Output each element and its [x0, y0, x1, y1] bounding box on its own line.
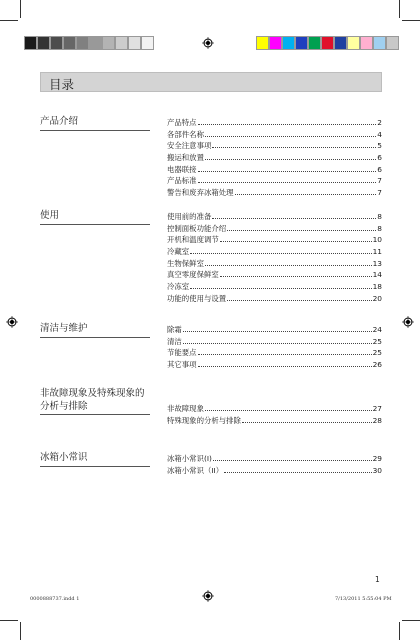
toc-entry[interactable]: [167, 163, 382, 175]
dot-leader: [190, 245, 371, 254]
process-color-swatch: [321, 36, 334, 50]
toc-entry-page: 28: [372, 415, 382, 425]
toc-entry[interactable]: [167, 414, 382, 426]
toc-entry[interactable]: [167, 174, 382, 186]
process-color-swatch: [360, 36, 373, 50]
dot-leader: [190, 280, 371, 289]
section-heading-line: 清洁与维护: [40, 323, 88, 334]
section-heading-line: 使用: [40, 210, 60, 221]
process-color-swatch: [386, 36, 399, 50]
toc-entry-label: 冰箱小常识(I): [167, 454, 212, 463]
section-entries: [167, 402, 382, 425]
dot-leader: [212, 210, 376, 219]
toc-entry[interactable]: [167, 402, 382, 414]
toc-entry[interactable]: [167, 323, 382, 335]
crop-mark: [399, 622, 400, 640]
toc-entry-page: 14: [372, 270, 382, 280]
toc-entry-page: 25: [372, 348, 382, 358]
toc-entry[interactable]: [167, 452, 382, 464]
toc-entry-label: 警告和废弃冰箱处理: [167, 188, 234, 198]
toc-entry-label: 冷冻室: [167, 282, 190, 292]
crop-mark: [399, 0, 400, 18]
gray-swatch: [102, 36, 115, 50]
footer-datetime: 7/13/2011 5:55:04 PM: [335, 596, 392, 602]
toc-entry[interactable]: [167, 346, 382, 358]
section-heading: [40, 388, 150, 415]
grayscale-color-bar: [24, 36, 154, 50]
section-heading: [40, 452, 150, 467]
gray-swatch: [89, 36, 102, 50]
section-heading-line: 非故障现象及特殊现象的: [40, 388, 145, 399]
section-entries: [167, 323, 382, 370]
toc-entry[interactable]: [167, 292, 382, 304]
toc-entry-page: 30: [372, 465, 382, 475]
toc-entry-label: 产品特点: [167, 118, 197, 127]
process-color-swatch: [256, 36, 269, 50]
section-entries: [167, 452, 382, 475]
dot-leader: [198, 358, 372, 367]
process-color-swatch: [295, 36, 308, 50]
toc-entry-page: 24: [372, 325, 382, 334]
toc-entry-page: 8: [377, 212, 382, 221]
toc-entry-label: 清洁: [167, 336, 182, 346]
registration-mark-icon: [202, 590, 214, 602]
toc-entry[interactable]: [167, 210, 382, 222]
dot-leader: [183, 335, 372, 344]
toc-entry-label: 冷藏室: [167, 247, 190, 257]
section-heading-line: 分析与排除: [40, 400, 88, 412]
toc-entry-label: 节能要点: [167, 348, 197, 358]
toc-title: 目录: [49, 77, 75, 92]
gray-swatch: [115, 36, 128, 50]
toc-entry-page: 7: [377, 188, 382, 198]
registration-mark-icon: [202, 37, 214, 49]
toc-entry-page: 6: [377, 153, 382, 163]
toc-entry-page: 5: [377, 141, 382, 151]
toc-entry[interactable]: [167, 257, 382, 269]
crop-mark: [20, 0, 21, 18]
process-color-swatch: [282, 36, 295, 50]
toc-entry-page: 11: [372, 247, 382, 257]
toc-entry-label: 特殊现象的分析与排除: [167, 415, 241, 425]
toc-entry-label: 其它事项: [167, 360, 197, 370]
dot-leader: [220, 268, 372, 277]
toc-entry-label: 电器联接: [167, 164, 197, 174]
toc-entry-label: 真空零度保鲜室: [167, 270, 219, 280]
process-color-swatch: [373, 36, 386, 50]
toc-entry-label: 产品标准: [167, 176, 197, 186]
toc-entry-page: 25: [372, 336, 382, 346]
toc-entry-label: 各部件名称: [167, 129, 204, 139]
toc-entry-page: 29: [372, 454, 382, 463]
dot-leader: [227, 292, 371, 301]
toc-entry[interactable]: [167, 358, 382, 370]
toc-entry-page: 20: [372, 293, 382, 303]
section-heading-line: 冰箱小常识: [40, 452, 88, 463]
dot-leader: [198, 116, 377, 125]
page-number: 1: [375, 575, 380, 584]
footer-file-name: 0000888737.indd 1: [30, 596, 80, 602]
crop-mark: [20, 622, 21, 640]
dot-leader: [212, 139, 376, 148]
gray-swatch: [141, 36, 154, 50]
process-color-swatch: [334, 36, 347, 50]
toc-entry-page: 6: [377, 164, 382, 174]
gray-swatch: [50, 36, 63, 50]
dot-leader: [205, 257, 372, 266]
gray-swatch: [63, 36, 76, 50]
toc-entry[interactable]: [167, 128, 382, 140]
dot-leader: [198, 163, 377, 172]
process-color-swatch: [308, 36, 321, 50]
crop-mark: [0, 20, 18, 21]
dot-leader: [242, 414, 372, 423]
registration-mark-icon: [402, 316, 414, 328]
section-entries: [167, 210, 382, 304]
dot-leader: [205, 151, 376, 160]
toc-entry-label: 开机和温度调节: [167, 235, 219, 245]
dot-leader: [235, 186, 377, 195]
toc-entry-label: 功能的使用与设置: [167, 293, 227, 303]
section-heading: [40, 116, 150, 131]
toc-entry-page: 7: [377, 176, 382, 186]
toc-entry-label: 除霜: [167, 325, 182, 334]
dot-leader: [227, 222, 376, 231]
toc-entry-label: 使用前的准备: [167, 212, 212, 221]
dot-leader: [205, 128, 376, 137]
toc-entry-label: 控制面板功能介绍: [167, 223, 227, 233]
dot-leader: [224, 464, 371, 473]
toc-entry-page: 4: [377, 129, 382, 139]
section-entries: [167, 116, 382, 198]
toc-entry[interactable]: [167, 335, 382, 347]
toc-title-bar: [40, 72, 382, 92]
toc-entry[interactable]: [167, 151, 382, 163]
process-color-swatch: [347, 36, 360, 50]
toc-entry-label: 冰箱小常识（II）: [167, 465, 224, 475]
dot-leader: [220, 233, 372, 242]
toc-entry-label: 生物保鲜室: [167, 258, 204, 268]
toc-entry-page: 26: [372, 360, 382, 370]
toc-entry[interactable]: [167, 139, 382, 151]
dot-leader: [205, 402, 372, 411]
toc-entry[interactable]: [167, 186, 382, 198]
toc-entry-label: 搬运和放置: [167, 153, 204, 163]
toc-entry[interactable]: [167, 233, 382, 245]
toc-entry[interactable]: [167, 222, 382, 234]
process-color-swatch: [269, 36, 282, 50]
crop-mark: [402, 20, 420, 21]
gray-swatch: [37, 36, 50, 50]
dot-leader: [198, 174, 377, 183]
toc-entry[interactable]: [167, 268, 382, 280]
crop-mark: [402, 620, 420, 621]
crop-mark: [0, 620, 18, 621]
toc-entry-page: 13: [372, 258, 382, 268]
toc-entry-page: 10: [372, 235, 382, 245]
toc-entry-page: 8: [377, 223, 382, 233]
toc-entry[interactable]: [167, 116, 382, 128]
toc-entry-label: 安全注意事项: [167, 141, 212, 151]
gray-swatch: [76, 36, 89, 50]
process-color-bar: [256, 36, 399, 50]
toc-entry[interactable]: [167, 280, 382, 292]
dot-leader: [213, 452, 372, 461]
toc-entry[interactable]: [167, 245, 382, 257]
toc-entry-page: 18: [372, 282, 382, 292]
toc-entry[interactable]: [167, 464, 382, 476]
toc-entry-page: 27: [372, 404, 382, 413]
dot-leader: [198, 346, 372, 355]
dot-leader: [183, 323, 372, 332]
section-heading: [40, 210, 150, 225]
gray-swatch: [24, 36, 37, 50]
section-heading: [40, 323, 150, 338]
section-heading-line: 产品介绍: [40, 116, 79, 127]
toc-entry-label: 非故障现象: [167, 404, 204, 413]
registration-mark-icon: [6, 316, 18, 328]
gray-swatch: [128, 36, 141, 50]
toc-entry-page: 2: [377, 118, 382, 127]
